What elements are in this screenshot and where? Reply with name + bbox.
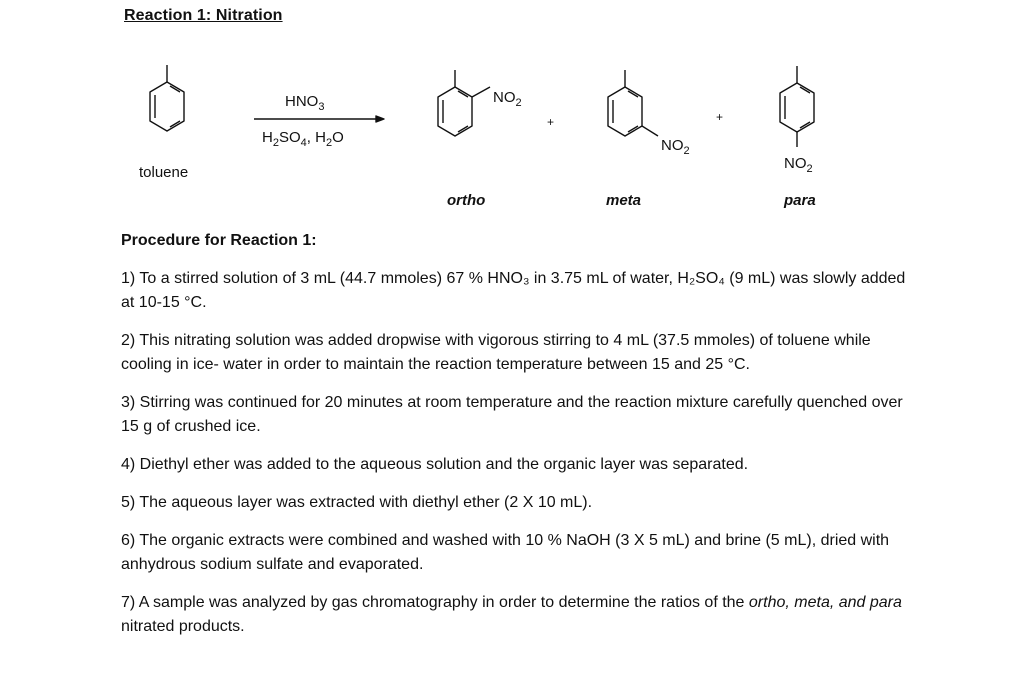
procedure-step: 2) This nitrating solution was added dropwise with vigorous stirring to 4 mL (37.5 mmoles) of toluene while cooling in ice- water in order to maintain the reaction temperature between 15 and 25 °C. [121,332,871,373]
isomer-terms: ortho, meta, and para [748,594,902,611]
plus-sign: + [716,110,724,124]
reagent-h2so4-h2o: $H_2SO_4$, $H_2O$ [262,129,344,149]
procedure-step: 4) Diethyl ether was added to the aqueous solution and the organic layer was separated. [121,456,749,473]
para-product-structure [780,66,814,147]
meta-no2-label: $NO_2$ [661,137,690,157]
ortho-product-structure [438,70,490,136]
procedure-step: 5) The aqueous layer was extracted with diethyl ether (2 X 10 mL). [121,494,593,511]
meta-product-structure [608,70,658,136]
toluene-structure [150,65,184,131]
procedure-step: 7) A sample was analyzed by gas chromatography in order to determine the ratios of the ortho, meta, and para nitrated products. [121,594,902,635]
ortho-label: ortho [447,192,486,209]
toluene-label: toluene [139,164,189,181]
procedure-step: 6) The organic extracts were combined and washed with 10 % NaOH (3 X 5 mL) and brine (5 mL), dried with anhydrous sodium sulfate and evaporated. [121,532,890,573]
procedure-steps [121,267,921,653]
para-no2-label: $NO_2$ [784,155,813,175]
procedure-heading: Procedure for Reaction 1: [121,232,317,249]
reaction-title: Reaction 1: Nitration [124,7,283,24]
reaction-arrow [254,116,384,122]
meta-label: meta [606,192,642,209]
procedure-step: 3) Stirring was continued for 20 minutes at room temperature and the reaction mixture carefully quenched over 15 g of crushed ice. [121,394,903,435]
para-label: para [784,192,816,209]
plus-sign: + [547,115,555,129]
procedure-step: 1) To a stirred solution of 3 mL (44.7 mmoles) 67 % HNO₃ in 3.75 mL of water, H₂SO₄ (9 mL) was slowly added at 10-15 °C. [121,270,906,311]
reaction-scheme [0,0,1024,230]
ortho-no2-label: $NO_2$ [493,89,522,109]
reagent-hno3: $HNO_3$ [285,93,325,113]
